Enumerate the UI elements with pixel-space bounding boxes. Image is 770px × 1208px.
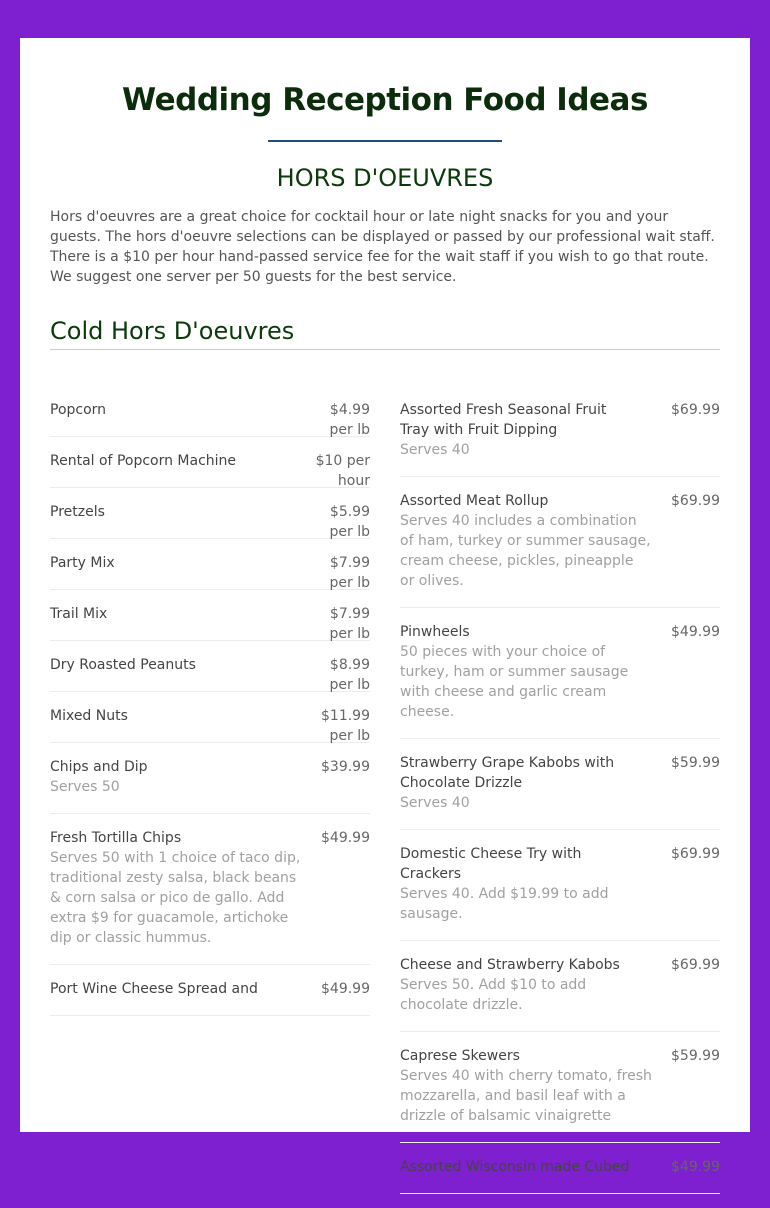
menu-item-name: Fresh Tortilla Chips: [50, 830, 182, 846]
menu-item-name: Mixed Nuts: [50, 708, 128, 724]
menu-item: [400, 1046, 720, 1143]
menu-item: [50, 553, 370, 590]
menu-item-description: Serves 50 with 1 choice of taco dip, traditional zesty salsa, black beans & corn salsa or pico de gallo. Add extra $9 for guacamole, artichoke dip or classic hummus.: [50, 850, 301, 946]
menu-item-price: $49.99: [671, 1159, 720, 1175]
menu-item-description: Serves 40 with cherry tomato, fresh mozzarella, and basil leaf with a drizzle of balsamic vinaigrette: [400, 1068, 652, 1124]
menu-item-name: Domestic Cheese Try with Crackers: [400, 846, 582, 882]
menu-item-price: $59.99: [671, 755, 720, 771]
menu-item-description: Serves 50: [50, 779, 120, 795]
subsection-divider: [50, 349, 720, 350]
menu-item-name: Pretzels: [50, 504, 105, 520]
menu-item: [50, 655, 370, 692]
menu-item-price: $7.99 per lb: [329, 555, 370, 591]
menu-item: [50, 706, 370, 743]
menu-item-price: $11.99 per lb: [321, 708, 370, 744]
menu-item: [400, 955, 720, 1032]
menu-item: [50, 757, 370, 814]
menu-item-price: $39.99: [321, 759, 370, 775]
menu-item-name: Strawberry Grape Kabobs with Chocolate Drizzle: [400, 755, 615, 791]
menu-item-description: 50 pieces with your choice of turkey, ham or summer sausage with cheese and garlic cream cheese.: [400, 644, 629, 720]
page-title: Wedding Reception Food Ideas: [122, 82, 648, 118]
menu-column-left: [50, 400, 370, 1030]
menu-item-price: $7.99 per lb: [329, 606, 370, 642]
menu-item-name: Chips and Dip: [50, 759, 148, 775]
menu-item: [400, 844, 720, 941]
menu-item-name: Popcorn: [50, 402, 107, 418]
title-divider: [268, 140, 502, 142]
subsection-heading: Cold Hors D'oeuvres: [50, 317, 295, 345]
menu-item-description: Serves 40. Add $19.99 to add sausage.: [400, 886, 609, 922]
menu-item-price: $69.99: [671, 402, 720, 418]
menu-item-name: Trail Mix: [50, 606, 108, 622]
menu-item-price: $10 per hour: [315, 453, 370, 489]
menu-item: [400, 491, 720, 608]
menu-item-name: Caprese Skewers: [400, 1048, 520, 1064]
menu-item-price: $59.99: [671, 1048, 720, 1064]
menu-item-description: Serves 50. Add $10 to add chocolate drizzle.: [400, 977, 587, 1013]
menu-item-price: $4.99 per lb: [329, 402, 370, 438]
menu-item-price: $69.99: [671, 493, 720, 509]
menu-item-name: Pinwheels: [400, 624, 470, 640]
menu-item-name: Dry Roasted Peanuts: [50, 657, 196, 673]
menu-item-name: Party Mix: [50, 555, 115, 571]
menu-item-name: Assorted Fresh Seasonal Fruit Tray with Fruit Dipping: [400, 402, 607, 438]
menu-item-description: Serves 40: [400, 442, 470, 458]
menu-item: [50, 828, 370, 965]
menu-item-name: Cheese and Strawberry Kabobs: [400, 957, 620, 973]
menu-item-price: $49.99: [321, 981, 370, 997]
menu-item-price: $8.99 per lb: [329, 657, 370, 693]
menu-item-price: $49.99: [671, 624, 720, 640]
menu-item: [50, 400, 370, 437]
menu-item: [400, 1157, 720, 1194]
menu-item-name: Assorted Wisconsin made Cubed: [400, 1159, 630, 1175]
menu-item-price: $69.99: [671, 957, 720, 973]
menu-card: [20, 38, 750, 1175]
menu-item: [400, 753, 720, 830]
menu-item: [50, 502, 370, 539]
menu-item: [50, 979, 370, 1016]
menu-item-description: Serves 40: [400, 795, 470, 811]
menu-item: [50, 604, 370, 641]
menu-item-price: $49.99: [321, 830, 370, 846]
menu-item-name: Rental of Popcorn Machine: [50, 453, 237, 469]
menu-column-right: [400, 400, 720, 1208]
menu-item-price: $5.99 per lb: [329, 504, 370, 540]
menu-item-name: Port Wine Cheese Spread and: [50, 981, 258, 997]
menu-item-name: Assorted Meat Rollup: [400, 493, 549, 509]
intro-paragraph: Hors d'oeuvres are a great choice for cocktail hour or late night snacks for you and your guests. The hors d'oeuvre selections can be displayed or passed by our professional wait staff. There is a $10 per hour hand-passed service fee for the wait staff if you wish to go that route. We suggest one server per 50 guests for the best service.: [50, 209, 715, 285]
section-heading: HORS D'OEUVRES: [276, 164, 494, 192]
menu-item: [400, 622, 720, 739]
menu-item-price: $69.99: [671, 846, 720, 862]
menu-item: [50, 451, 370, 488]
menu-item-description: Serves 40 includes a combination of ham, turkey or summer sausage, cream cheese, pickles, pineapple or olives.: [400, 513, 651, 589]
menu-item: [400, 400, 720, 477]
